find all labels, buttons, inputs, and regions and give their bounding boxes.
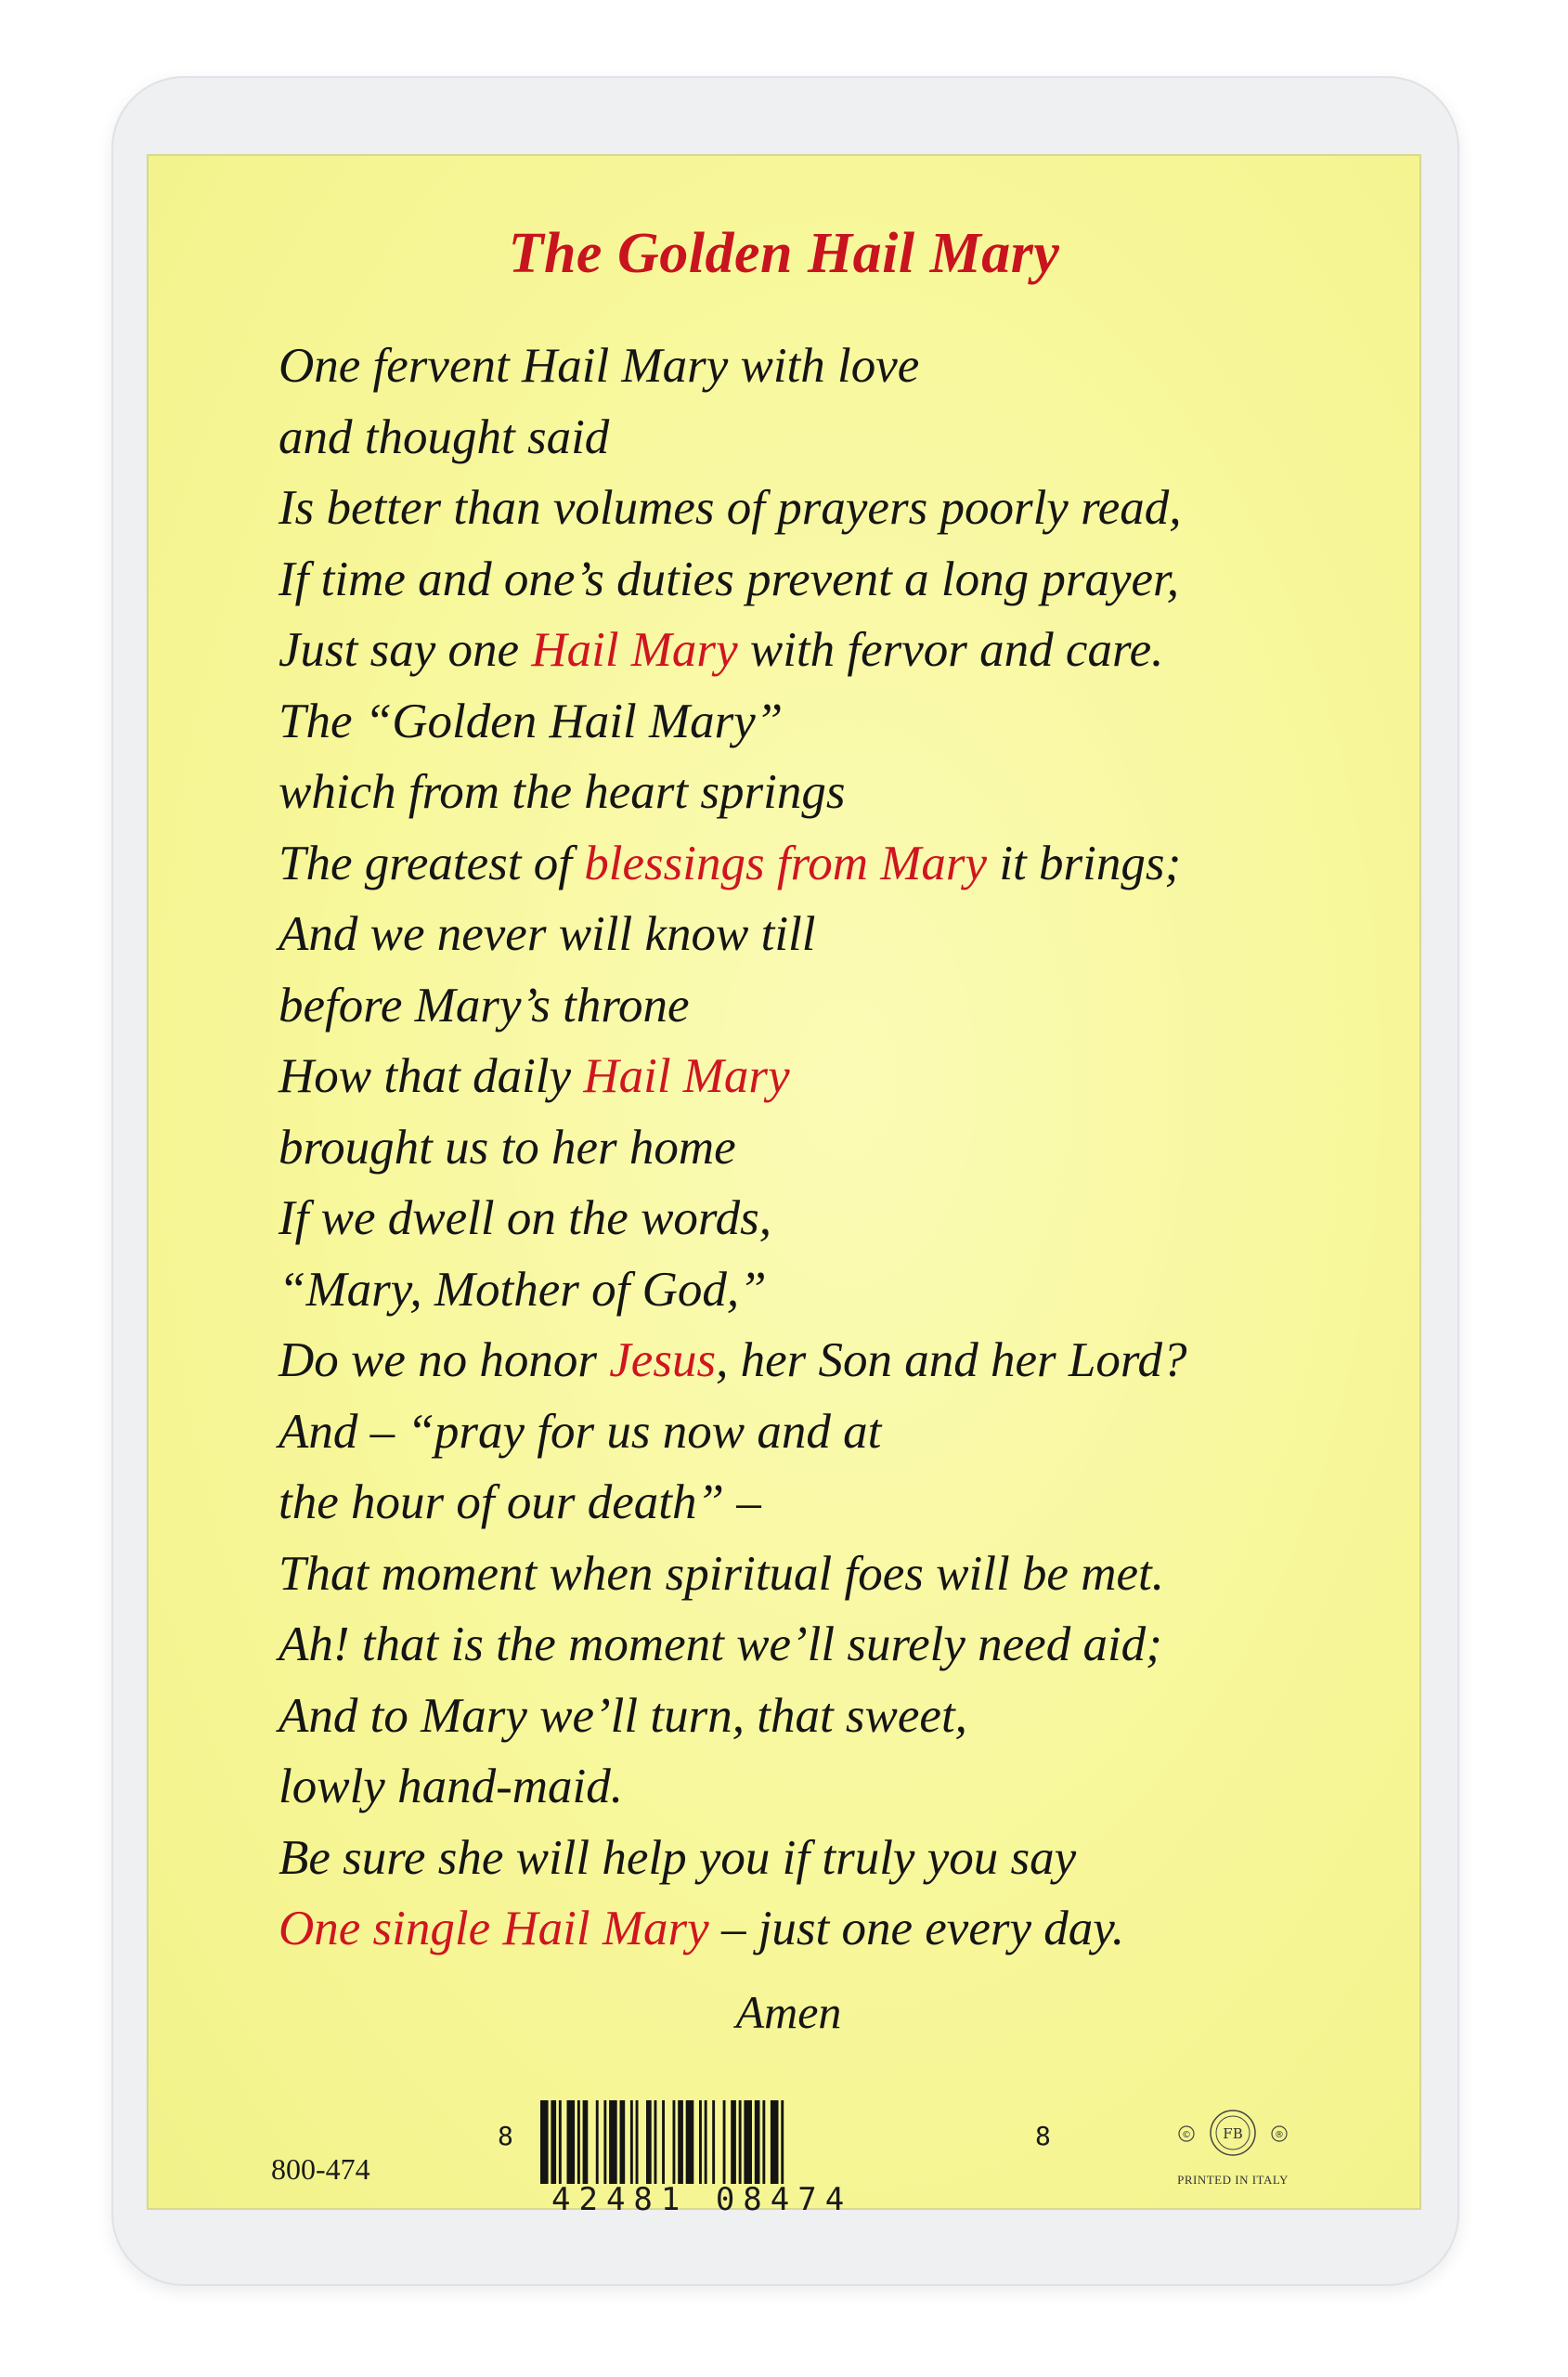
barcode-bar [723,2100,726,2184]
prayer-line [279,1681,1346,1752]
prayer-line [279,615,1346,686]
line-text: and thought said [279,409,610,464]
line-text: And to Mary we’ll turn, that sweet, [279,1688,967,1743]
prayer-line [279,1254,1346,1326]
prayer-line [279,1467,1346,1539]
prayer-line [279,970,1346,1042]
barcode-left-digit: 8 [498,2121,513,2151]
barcode-bar [603,2100,606,2184]
barcode-bar [620,2100,626,2184]
prayer-line [279,1183,1346,1254]
barcode-bar [577,2100,580,2184]
highlighted-phrase: Hail Mary [531,623,738,677]
line-text: If we dwell on the words, [279,1191,771,1245]
barcode-right-digit: 8 [1035,2121,1051,2151]
prayer-line [279,1609,1346,1681]
line-text: The “Golden Hail Mary” [279,694,784,748]
line-text: That moment when spiritual foes will be met. [279,1546,1164,1601]
barcode-bar [596,2100,599,2184]
barcode-bar [678,2100,683,2184]
barcode-bar [781,2100,784,2184]
line-text: it brings; [987,836,1182,890]
line-text: Is better than volumes of prayers poorly read, [279,481,1182,535]
line-text: If time and one’s duties prevent a long prayer, [279,552,1180,606]
line-text: One fervent Hail Mary with love [279,339,920,393]
barcode-bar [739,2100,742,2184]
line-text: Do we no honor [279,1333,610,1387]
barcode-bar [567,2100,576,2184]
product-code: 800-474 [271,2152,370,2186]
barcode-bar [686,2100,694,2184]
barcode-bar [673,2100,676,2184]
svg-text:©: © [1182,2130,1191,2140]
svg-text:®: ® [1275,2130,1284,2140]
highlighted-phrase: blessings from Mary [584,836,988,890]
prayer-text [279,331,1346,1965]
barcode-bar [646,2100,652,2184]
line-text: And – “pray for us now and at [279,1404,882,1459]
barcode-bar [662,2100,665,2184]
prayer-line [279,1823,1346,1894]
line-text: Ah! that is the moment we’ll surely need aid; [279,1617,1162,1671]
prayer-line [279,544,1346,616]
line-text: How that daily [279,1049,584,1103]
barcode-bar [755,2100,760,2184]
prayer-line [279,473,1346,544]
prayer-line [279,1751,1346,1823]
highlighted-phrase: Hail Mary [583,1049,790,1103]
prayer-line [279,686,1346,758]
barcode-bar [583,2100,589,2184]
barcode-bar [712,2100,715,2184]
publisher-seal [1168,2100,1298,2165]
line-text: The greatest of [279,836,585,890]
line-text: before Mary’s throne [279,978,690,1033]
line-text: the hour of our death” – [279,1475,761,1529]
prayer-line [279,1893,1346,1965]
prayer-line [279,402,1346,474]
prayer-line [279,1112,1346,1184]
card-title: The Golden Hail Mary [508,222,1060,285]
barcode-bar [630,2100,633,2184]
line-text: lowly hand-maid. [279,1760,623,1813]
line-text: “Mary, Mother of God,” [279,1262,767,1317]
prayer-line [279,828,1346,900]
barcode-bar [731,2100,736,2184]
prayer-line [279,757,1346,828]
line-text: with fervor and care. [737,623,1164,677]
barcode-bar [654,2100,657,2184]
barcode-bar [744,2100,752,2184]
prayer-line [279,1325,1346,1396]
barcode-bar [699,2100,702,2184]
line-text: Just say one [279,623,532,677]
line-text: brought us to her home [279,1120,736,1175]
barcode-bar [636,2100,639,2184]
barcode-digits: 42481 08474 [551,2181,853,2218]
highlighted-phrase: One single Hail Mary [279,1902,709,1955]
amen-text: Amen [735,1986,842,2038]
prayer-line [279,1396,1346,1468]
prayer-line [279,1539,1346,1610]
line-text: And we never will know till [279,907,816,961]
barcode-bar [705,2100,707,2184]
line-text: – just one every day. [708,1902,1125,1955]
barcode-bar [540,2100,549,2184]
printed-in-italy: PRINTED IN ITALY [1177,2173,1289,2187]
barcode-bar [609,2100,617,2184]
barcode-bar [559,2100,562,2184]
line-text: , her Son and her Lord? [716,1333,1187,1387]
barcode-bar [771,2100,779,2184]
barcode-bar [551,2100,556,2184]
barcode [492,2089,1058,2228]
prayer-line [279,899,1346,970]
seal-letters: FB [1223,2125,1243,2142]
prayer-line [279,1041,1346,1112]
prayer-line [279,331,1346,402]
line-text: Be sure she will help you if truly you say [279,1830,1077,1885]
barcode-bar [762,2100,765,2184]
highlighted-phrase: Jesus [609,1333,717,1387]
line-text: which from the heart springs [279,765,846,819]
barcode-bars [540,2100,784,2184]
